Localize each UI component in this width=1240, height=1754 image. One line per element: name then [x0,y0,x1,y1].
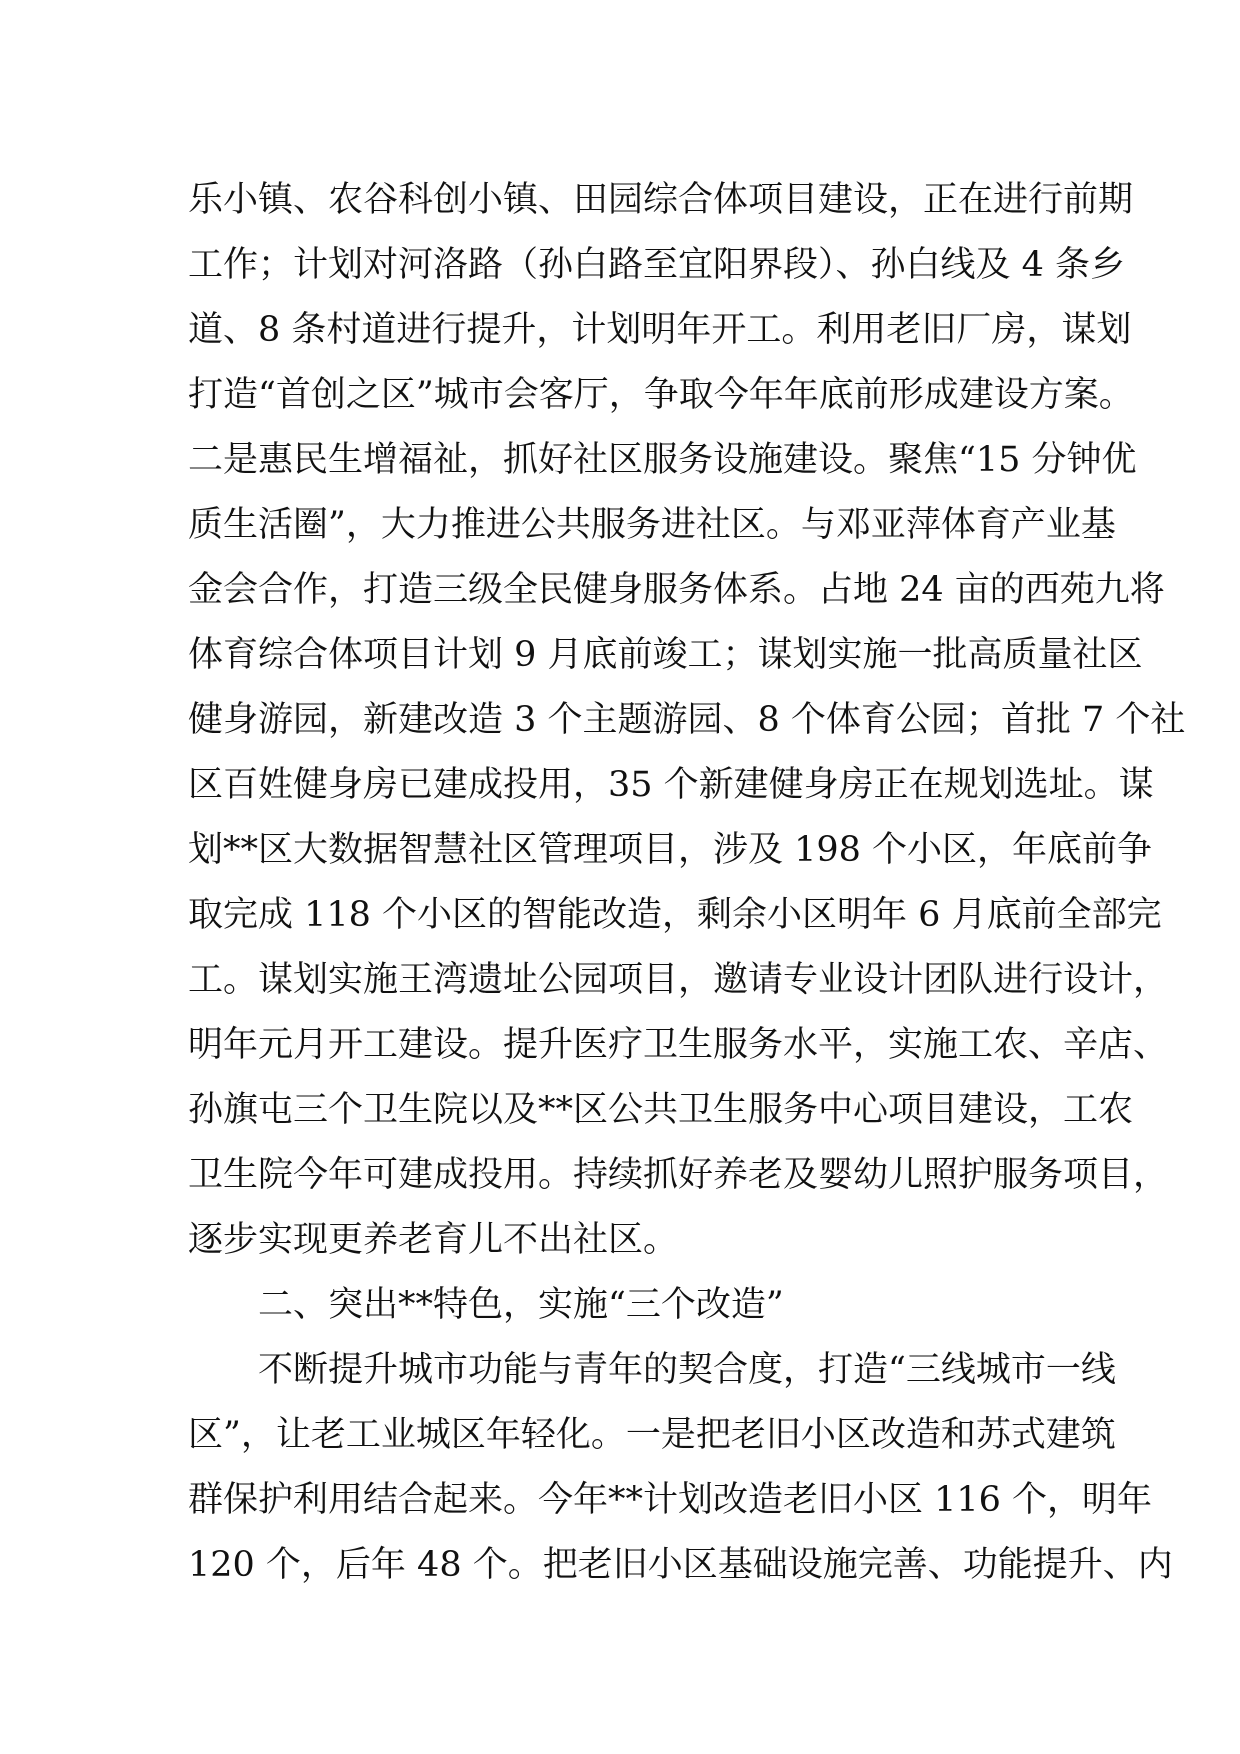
text-line: 乐小镇、农谷科创小镇、田园综合体项目建设，正在进行前期 [188,180,1134,220]
text-line: 体育综合体项目计划 9 月底前竣工；谋划实施一批高质量社区 [188,635,1143,675]
text-line: 划**区大数据智慧社区管理项目，涉及 198 个小区，年底前争 [188,830,1153,870]
text-line: 区”，让老工业城区年轻化。一是把老旧小区改造和苏式建筑 [188,1415,1116,1455]
body-text [188,168,1186,1598]
text-line: 工作；计划对河洛路（孙白路至宜阳界段）、孙白线及 4 条乡 [188,245,1126,285]
text-line: 不断提升城市功能与青年的契合度，打造“三线城市一线 [258,1350,1116,1390]
text-line: 逐步实现更养老育儿不出社区。 [188,1220,679,1260]
text-line: 道、8 条村道进行提升，计划明年开工。利用老旧厂房，谋划 [188,310,1132,350]
section-heading: 二、突出**特色，实施“三个改造” [258,1285,784,1325]
text-line: 二是惠民生增福祉，抓好社区服务设施建设。聚焦“15 分钟优 [188,440,1137,480]
text-line: 金会合作，打造三级全民健身服务体系。占地 24 亩的西苑九将 [188,570,1165,610]
text-line: 120 个，后年 48 个。把老旧小区基础设施完善、功能提升、内 [188,1545,1173,1585]
text-line: 孙旗屯三个卫生院以及**区公共卫生服务中心项目建设，工农 [188,1090,1134,1130]
text-line: 工。谋划实施王湾遗址公园项目，邀请专业设计团队进行设计， [188,960,1169,1000]
text-line: 打造“首创之区”城市会客厅，争取今年年底前形成建设方案。 [188,375,1134,415]
text-line: 取完成 118 个小区的智能改造，剩余小区明年 6 月底前全部完 [188,895,1162,935]
text-line: 明年元月开工建设。提升医疗卫生服务水平，实施工农、辛店、 [188,1025,1169,1065]
text-line: 群保护利用结合起来。今年**计划改造老旧小区 116 个，明年 [188,1480,1153,1520]
text-line: 健身游园，新建改造 3 个主题游园、8 个体育公园；首批 7 个社 [188,700,1186,740]
text-line: 卫生院今年可建成投用。持续抓好养老及婴幼儿照护服务项目， [188,1155,1169,1195]
text-line: 区百姓健身房已建成投用，35 个新建健身房正在规划选址。谋 [188,765,1154,805]
text-line: 质生活圈”，大力推进公共服务进社区。与邓亚萍体育产业基 [188,505,1116,545]
